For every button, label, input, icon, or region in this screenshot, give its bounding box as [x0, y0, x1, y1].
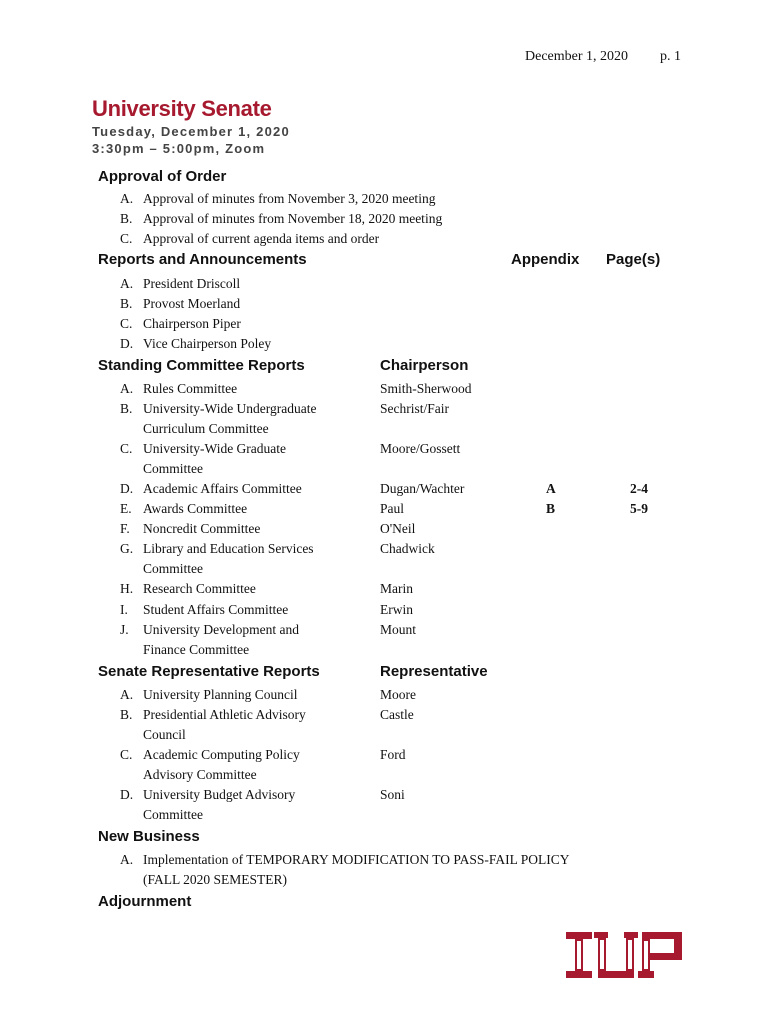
item-text-continued: Committee — [143, 561, 203, 576]
list-item — [120, 519, 260, 539]
chairperson-name: O'Neil — [380, 521, 416, 536]
item-text: Academic Computing Policy — [143, 747, 300, 762]
item-text: Research Committee — [143, 581, 256, 596]
list-item — [120, 399, 317, 419]
item-text-continued: Committee — [143, 807, 203, 822]
appendix-letter: B — [546, 501, 556, 516]
item-letter: D. — [120, 481, 134, 496]
list-item — [120, 439, 286, 459]
section-heading-reports: Reports and Announcements — [98, 251, 307, 268]
appendix-letter: A — [546, 481, 556, 496]
item-text: Awards Committee — [143, 501, 248, 516]
section-heading-new-business: New Business — [98, 828, 200, 845]
item-text: Approval of current agenda items and order — [143, 231, 380, 246]
item-letter: F. — [120, 521, 130, 536]
section-heading-senate-reps: Senate Representative Reports — [98, 663, 320, 680]
item-letter: C. — [120, 231, 133, 246]
section-heading-approval: Approval of Order — [98, 168, 227, 185]
list-item — [120, 189, 435, 209]
list-item — [120, 600, 288, 620]
item-text: University Development and — [143, 622, 299, 637]
item-text: Approval of minutes from November 18, 2020 meeting — [143, 211, 443, 226]
column-heading-chairperson: Chairperson — [380, 357, 469, 374]
column-heading-representative: Representative — [380, 663, 488, 680]
item-letter: A. — [120, 276, 134, 291]
representative-name: Moore — [380, 687, 416, 702]
chairperson-name: Smith-Sherwood — [380, 381, 472, 396]
list-item — [120, 620, 299, 640]
representative-name: Soni — [380, 787, 405, 802]
item-letter: C. — [120, 747, 133, 762]
item-text: President Driscoll — [143, 276, 241, 291]
column-heading-appendix: Appendix — [511, 251, 580, 268]
item-text-continued: Committee — [143, 461, 203, 476]
item-letter: G. — [120, 541, 134, 556]
item-letter: I. — [120, 602, 128, 617]
representative-name: Ford — [380, 747, 406, 762]
item-text: University-Wide Undergraduate — [143, 401, 317, 416]
item-text: Provost Moerland — [143, 296, 241, 311]
item-text: Vice Chairperson Poley — [143, 336, 272, 351]
chairperson-name: Mount — [380, 622, 417, 637]
list-item — [120, 479, 302, 499]
item-text-continued: Curriculum Committee — [143, 421, 269, 436]
item-letter: B. — [120, 211, 133, 226]
meeting-date: Tuesday, December 1, 2020 — [92, 124, 290, 139]
header-date: December 1, 2020 — [525, 49, 629, 64]
list-item — [120, 274, 240, 294]
item-letter: A. — [120, 687, 134, 702]
item-text: University Budget Advisory — [143, 787, 296, 802]
chairperson-name: Erwin — [380, 602, 413, 617]
list-item — [120, 685, 298, 705]
item-letter: B. — [120, 296, 133, 311]
item-text: University Planning Council — [143, 687, 298, 702]
page-title: University Senate — [92, 96, 272, 121]
item-letter: E. — [120, 501, 132, 516]
meeting-time-location: 3:30pm – 5:00pm, Zoom — [92, 141, 266, 156]
header-page-number: p. 1 — [660, 49, 681, 64]
item-text: Presidential Athletic Advisory — [143, 707, 306, 722]
item-letter: C. — [120, 441, 133, 456]
list-item — [120, 229, 379, 249]
list-item — [120, 579, 256, 599]
section-heading-standing-committees: Standing Committee Reports — [98, 357, 305, 374]
list-item — [120, 379, 237, 399]
item-letter: H. — [120, 581, 134, 596]
section-heading-adjournment: Adjournment — [98, 893, 192, 910]
item-text: Rules Committee — [143, 381, 238, 396]
chairperson-name: Paul — [380, 501, 405, 516]
item-text: Academic Affairs Committee — [143, 481, 302, 496]
list-item — [120, 745, 300, 765]
list-item — [120, 705, 306, 725]
column-heading-pages: Page(s) — [606, 251, 661, 268]
chairperson-name: Chadwick — [380, 541, 435, 556]
chairperson-name: Dugan/Wachter — [380, 481, 465, 496]
item-text-continued: (FALL 2020 SEMESTER) — [143, 872, 287, 887]
chairperson-name: Moore/Gossett — [380, 441, 461, 456]
item-letter: A. — [120, 191, 134, 206]
item-letter: D. — [120, 787, 134, 802]
list-item — [120, 850, 570, 870]
item-letter: A. — [120, 852, 134, 867]
item-letter: B. — [120, 707, 133, 722]
list-item — [120, 314, 241, 334]
item-text: Chairperson Piper — [143, 316, 241, 331]
item-letter: A. — [120, 381, 134, 396]
list-item — [120, 499, 247, 519]
page-range: 5-9 — [630, 501, 648, 516]
item-text-continued: Advisory Committee — [143, 767, 257, 782]
page-range: 2-4 — [630, 481, 648, 496]
item-text: Noncredit Committee — [143, 521, 261, 536]
list-item — [120, 294, 240, 314]
list-item — [120, 209, 442, 229]
list-item — [120, 539, 314, 559]
representative-name: Castle — [380, 707, 414, 722]
item-text-continued: Council — [143, 727, 186, 742]
item-text: Approval of minutes from November 3, 2020 meeting — [143, 191, 436, 206]
item-letter: J. — [120, 622, 129, 637]
item-text: Library and Education Services — [143, 541, 314, 556]
item-text: Student Affairs Committee — [143, 602, 289, 617]
iup-logo — [566, 932, 682, 978]
chairperson-name: Marin — [380, 581, 413, 596]
list-item — [120, 334, 271, 354]
chairperson-name: Sechrist/Fair — [380, 401, 449, 416]
item-letter: B. — [120, 401, 133, 416]
item-text: University-Wide Graduate — [143, 441, 287, 456]
item-letter: D. — [120, 336, 134, 351]
list-item — [120, 785, 295, 805]
item-text-continued: Finance Committee — [143, 642, 250, 657]
item-text: Implementation of TEMPORARY MODIFICATION TO PASS-FAIL POLICY — [143, 852, 570, 867]
item-letter: C. — [120, 316, 133, 331]
